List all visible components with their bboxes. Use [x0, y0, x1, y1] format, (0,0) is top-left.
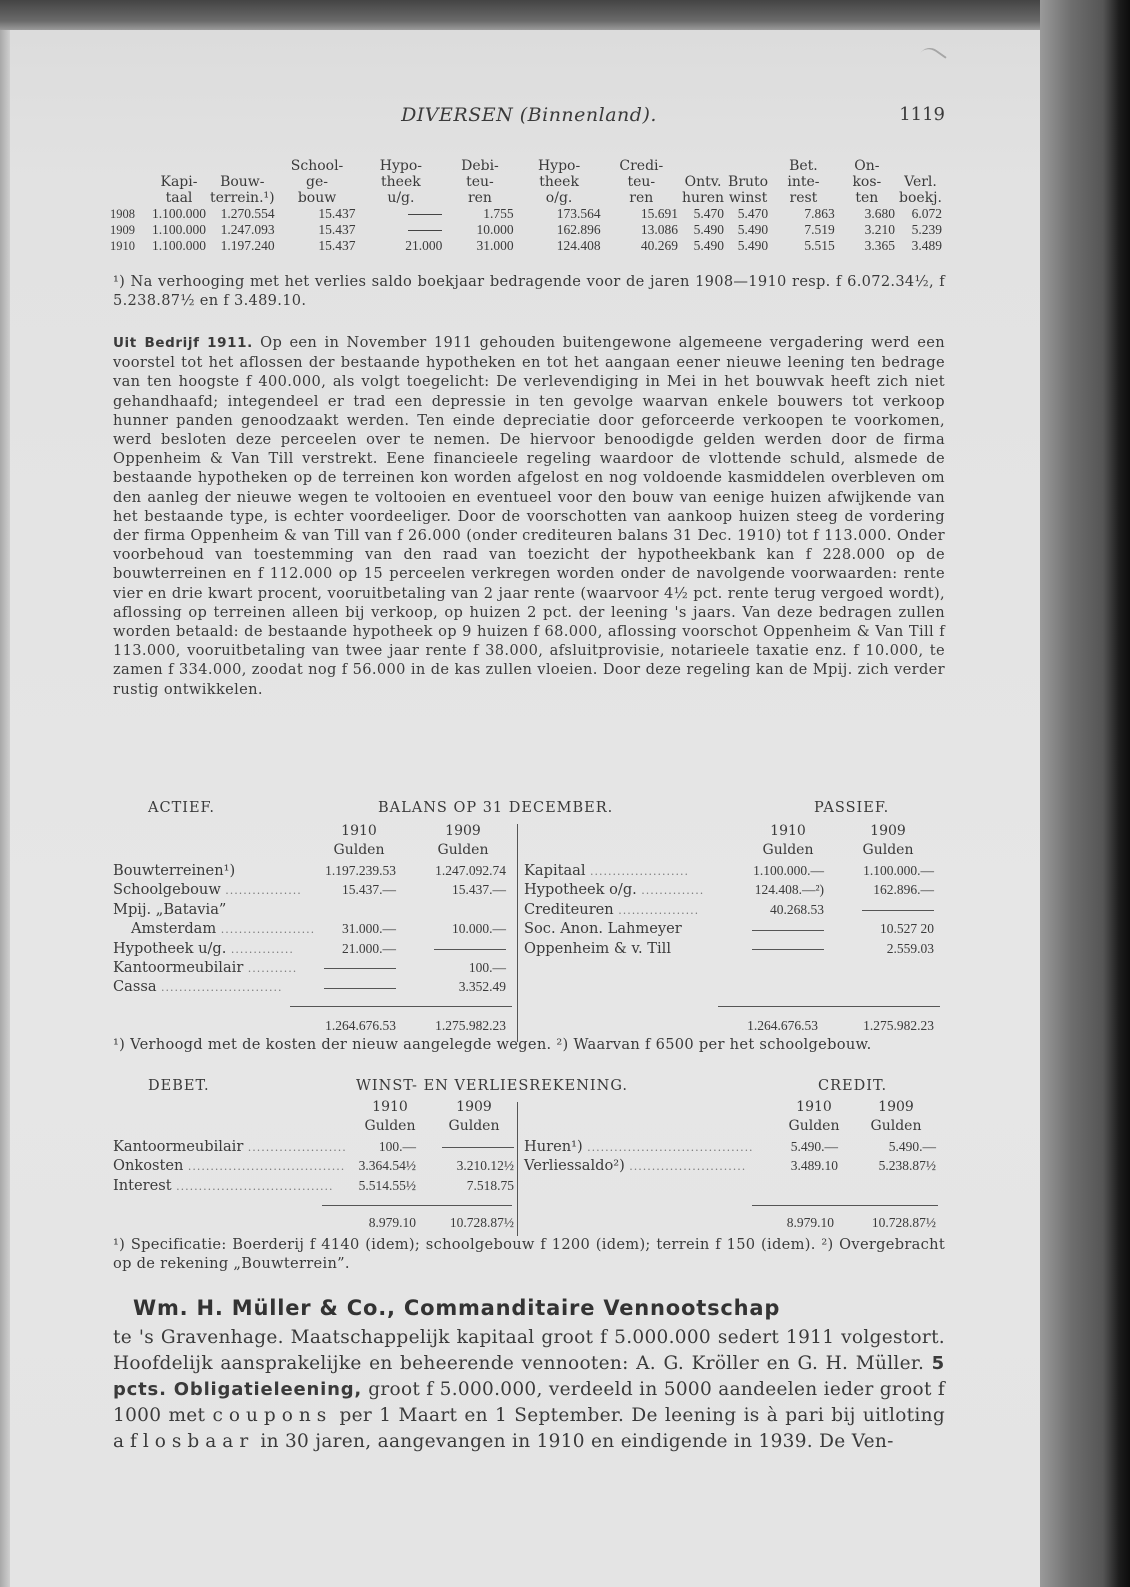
- table-cell: 5.490: [693, 238, 725, 253]
- ledger-value-1909: [400, 939, 506, 958]
- ledger-value-1909: 10.527 20: [880, 921, 934, 937]
- table-cell: 124.408: [556, 238, 601, 253]
- table-cell: 1.197.240: [220, 238, 275, 253]
- col-verl-boekj: Verl. boekj.: [899, 174, 942, 206]
- ledger-item-label: Kapitaal ......................: [524, 862, 689, 879]
- scan-top-edge: [0, 0, 1130, 30]
- ledger-value-1909: [822, 900, 934, 919]
- table-cell: 5.515: [804, 238, 835, 253]
- ledger-value-1910: 3.364.54½: [358, 1158, 416, 1174]
- table-cell: 1.270.554: [220, 206, 275, 221]
- ledger-value-1910: [712, 919, 824, 938]
- table-cell: 5.490: [737, 222, 769, 237]
- ledger-value-1910: 21.000.—: [342, 940, 396, 956]
- balance-title: BALANS OP 31 DECEMBER.: [378, 800, 614, 816]
- table-cell: 6.072: [911, 206, 942, 221]
- table-row: [108, 238, 944, 254]
- ledger-item-label: Kantoormeubilair ......................: [113, 1138, 347, 1155]
- page-title: DIVERSEN (Binnenland).: [401, 104, 657, 126]
- business-report-text: Op een in November 1911 gehouden buitengewone algemeene vergadering werd een voorstel tot het aflossen der bestaande hypotheken en tot het aangaan eener nieuwe leening ten bedrage van ten hoogste f 400.000, als volgt toegelicht: De verlevendiging in Mei in het bouwvak heeft zich niet gehandhaafd; integendeel er trad een depressie in ten gevolge waarvan enkele bouwers tot verkoop hunner panden genoodzaakt werden. Ten einde depreciatie door geforceerde verkoopen te voorkomen, werd besloten deze perceelen over te nemen. De hiervoor benoodigde gelden werden door de firma Oppenheim & Van Till verstrekt. Eene financieele regeling waardoor de vlottende schuld, alsmede de bestaande hypotheken op de terreinen kon worden afgelost en nog voldoende kasmiddelen overbleven om den aanleg der nieuwe wegen te voltooien en eventueel voor den bouw van eenige huizen afwijkende van het bestaande type, is echter voordeeliger. Door de voorschotten van aankoop huizen steeg de vordering der firma Oppenheim & van Till van f 26.000 (onder crediteuren balans 31 Dec. 1910) tot f 113.000. Onder voorbehoud van toestemming van den raad van toezicht der hypotheekbank kan f 228.000 op de bouwterreinen en f 112.000 op 15 perceelen verkregen worden onder de navolgende voorwaarden: rente vier en drie kwart procent, vooruitbetaling van 2 jaar rente (waarvoor 4½ pct. rente terug vergoed wordt), aflossing op terreinen alleen bij verkoop, op huizen 2 pct. der leening 's jaars. Van deze bedragen zullen worden betaald: de bestaande hypotheek op 9 huizen f 68.000, aflossing voorschot Oppenheim & Van Till f 113.000, vooruitbetaling van twee jaar rente f 38.000, afsluitprovisie, notarieele taxatie enz. f 10.000, te zamen f 334.000, zoodat nog f 56.000 in de kas zullen vloeien. Door deze regeling kan de Mpij. zich verder rustig ontwikkelen.: [113, 334, 945, 698]
- leader-dots: ...........................: [156, 981, 283, 995]
- ledger-value-1910: 40.268.53: [770, 901, 824, 917]
- pl-debet-label: DEBET.: [148, 1078, 210, 1094]
- ledger-item-label: Oppenheim & v. Till: [524, 939, 672, 957]
- col-schoolgebouw: School- ge- bouw: [290, 158, 344, 206]
- table-cell: 10.000: [476, 222, 514, 237]
- table-cell: 13.086: [640, 222, 679, 237]
- balance-liab-col-1909: 1909 Gulden: [862, 823, 914, 858]
- ledger-item-label: Crediteuren ..................: [524, 900, 700, 918]
- pl-credit-col-1909: 1909 Gulden: [870, 1099, 922, 1134]
- ledger-item-label: Amsterdam .....................: [131, 920, 316, 938]
- ledger-value-1909: 5.238.87½: [878, 1158, 936, 1174]
- ledger-value-1910: [290, 977, 396, 996]
- leader-dots: .....................................: [582, 1141, 754, 1154]
- ledger-value-1910: 124.408.—²): [754, 882, 824, 898]
- table-cell: 5.490: [693, 222, 725, 237]
- col-bruto-winst: Bruto winst: [728, 174, 769, 206]
- balance-assets-col-1910: 1910 Gulden: [333, 823, 385, 858]
- col-year: [108, 158, 150, 206]
- balance-footnote: ¹) Verhoogd met de kosten der nieuw aangelegde wegen. ²) Waarvan f 6500 per het schoolgebouw.: [113, 1036, 872, 1053]
- balance-passief-label: PASSIEF.: [814, 800, 890, 816]
- ledger-value-1909: 2.559.03: [886, 940, 934, 956]
- col-bet-interest: Bet. inte- rest: [787, 158, 820, 206]
- table-cell: 31.000: [476, 238, 514, 253]
- col-hypotheek-og: Hypo- theek o/g.: [537, 158, 581, 206]
- pl-title: WINST- EN VERLIESREKENING.: [356, 1078, 628, 1094]
- table-row: [108, 206, 944, 222]
- table-cell: 21.000: [405, 238, 443, 253]
- ledger-value-1909: 3.352.49: [458, 979, 506, 995]
- ledger-item-label: Hypotheek u/g. ..............: [113, 939, 294, 957]
- col-ontv-huren: Ontv. huren: [682, 174, 725, 206]
- table-cell: 173.564: [556, 206, 601, 221]
- leader-dots: ..................: [613, 903, 700, 917]
- bond-heading: 5 pcts. Obligatieleening,: [113, 1353, 945, 1400]
- table-cell: 1.100.000: [152, 206, 206, 221]
- table-cell: 5.470: [737, 206, 769, 221]
- business-report: [113, 333, 945, 699]
- ledger-value-1910: 100.—: [378, 1139, 416, 1154]
- leader-dots: ...................................: [183, 1160, 346, 1174]
- pl-debit-total-1910: 8.979.10: [368, 1215, 416, 1230]
- leader-dots: ..............: [226, 942, 294, 956]
- leader-dots: ......................: [585, 865, 689, 878]
- ledger-value-1909: 5.490.—: [888, 1139, 936, 1154]
- row-year: 1910: [110, 239, 135, 253]
- table-cell: 3.210: [864, 222, 895, 237]
- ledger-item-label: Interest ...................................: [113, 1176, 334, 1194]
- ledger-value-1909: 162.896.—: [873, 882, 934, 898]
- table-cell: 5.470: [693, 206, 725, 221]
- leader-dots: .................: [220, 884, 302, 898]
- ledger-value-1910: 5.514.55½: [358, 1177, 416, 1193]
- ledger-item-label: Huren¹) .....................................: [524, 1138, 754, 1155]
- table-cell: 1.247.093: [220, 222, 275, 237]
- pl-divider: [517, 1102, 518, 1236]
- leader-dots: ..............: [636, 884, 705, 898]
- ledger-value-1909: 15.437.—: [452, 882, 506, 898]
- ledger-value-1909: 1.247.092.74: [435, 863, 506, 878]
- pl-credit-col-1910: 1910 Gulden: [788, 1099, 840, 1134]
- ledger-item-label: Hypotheek o/g. ..............: [524, 881, 705, 899]
- table-cell: 1.755: [483, 206, 514, 221]
- business-report-heading: Uit Bedrijf 1911.: [113, 335, 253, 351]
- book-spine-edge: [1040, 0, 1130, 1587]
- ledger-value-1910: 15.437.—: [342, 882, 396, 898]
- ledger-item-label: Schoolgebouw .................: [113, 881, 302, 899]
- ledger-value-1909: 3.210.12½: [456, 1158, 514, 1174]
- col-debiteuren: Debi- teu- ren: [461, 158, 499, 206]
- table-cell: [357, 206, 444, 222]
- liab-total-rule: [718, 1006, 940, 1007]
- leader-dots: ..........................: [624, 1160, 747, 1174]
- balance-assets-col-1909: 1909 Gulden: [437, 823, 489, 858]
- ledger-item-label: Mpij. „Batavia”: [113, 900, 227, 918]
- ledger-value-1910: [712, 939, 824, 958]
- pl-credit-total-1910: 8.979.10: [786, 1215, 834, 1230]
- liab-total-1910: 1.264.676.53: [747, 1018, 818, 1033]
- leader-dots: ......................: [243, 1141, 347, 1154]
- table-header-row: [108, 158, 944, 206]
- ledger-item-label: Kantoormeubilair ...........: [113, 959, 298, 976]
- liab-total-1909: 1.275.982.23: [863, 1018, 934, 1033]
- table-cell: 7.863: [804, 206, 835, 221]
- table-cell: 3.680: [864, 206, 895, 221]
- table-cell: [357, 222, 444, 238]
- ledger-value-1909: 1.100.000.—: [863, 863, 934, 878]
- table-cell: 15.437: [318, 238, 356, 253]
- table-cell: 3.489: [911, 238, 942, 253]
- row-year: 1908: [110, 207, 135, 221]
- history-table: [108, 158, 944, 254]
- ledger-value-1909: 100.—: [468, 960, 506, 975]
- col-onkosten: On- kos- ten: [852, 158, 882, 206]
- ledger-value-1909: [420, 1137, 514, 1156]
- company-description: te 's Gravenhage. Maatschappelijk kapitaal groot f 5.000.000 sedert 1911 volgestort. Hoofdelijk aansprakelijke en beheerende vennooten: A. G. Kröller en G. H. Müller. 5 pcts. Obligatieleening, groot f 5.000.000, verdeeld in 5000 aandeelen ieder groot f 1000 met coupons per 1 Maart en 1 September. De leening is à pari bij uitloting aflosbaar in 30 jaren, aangevangen in 1910 en eindigende in 1939. De Ven-: [113, 1327, 946, 1452]
- scan-left-edge: [0, 30, 10, 1587]
- ledger-value-1910: 3.489.10: [790, 1158, 838, 1174]
- table-cell: 3.365: [864, 238, 895, 253]
- leader-dots: ...........: [243, 962, 298, 975]
- col-hypotheek-ug: Hypo- theek u/g.: [379, 158, 423, 206]
- ledger-item-label: Onkosten ...................................: [113, 1157, 346, 1175]
- pl-footnote: ¹) Specificatie: Boerderij f 4140 (idem); schoolgebouw f 1200 (idem); terrein f 150 (idem). ²) Overgebracht op de rekening „Bouwterrein”.: [113, 1236, 945, 1272]
- pl-debit-col-1909: 1909 Gulden: [448, 1099, 500, 1134]
- ledger-item-label: Soc. Anon. Lahmeyer: [524, 920, 682, 938]
- history-footnote: ¹) Na verhooging met het verlies saldo boekjaar bedragende voor de jaren 1908—1910 resp. f 6.072.34½, f 5.238.87½ en f 3.489.10.: [113, 273, 945, 309]
- page-number: 1119: [899, 104, 945, 125]
- balance-liab-col-1910: 1910 Gulden: [762, 823, 814, 858]
- table-cell: 5.239: [911, 222, 942, 237]
- ledger-item-label: Cassa ...........................: [113, 978, 283, 996]
- table-cell: 15.437: [318, 222, 356, 237]
- table-cell: 162.896: [556, 222, 601, 237]
- assets-total-1909: 1.275.982.23: [435, 1018, 506, 1033]
- ledger-value-1909: 10.000.—: [452, 921, 506, 937]
- pl-debit-total-1909: 10.728.87½: [449, 1215, 514, 1230]
- ledger-item-label: Bouwterreinen¹): [113, 862, 236, 879]
- running-header: [113, 104, 945, 130]
- leader-dots: ...................................: [171, 1179, 334, 1193]
- pl-credit-total-rule: [752, 1205, 938, 1206]
- assets-total-1910: 1.264.676.53: [325, 1018, 396, 1033]
- row-year: 1909: [110, 223, 135, 237]
- table-cell: 5.490: [737, 238, 769, 253]
- pl-debit-col-1910: 1910 Gulden: [364, 1099, 416, 1134]
- table-cell: 15.691: [640, 206, 679, 221]
- ledger-value-1909: 7.518.75: [466, 1177, 514, 1193]
- ledger-value-1910: [290, 958, 396, 977]
- col-bouwterrein: Bouw- terrein.¹): [210, 174, 275, 206]
- pl-debit-total-rule: [322, 1205, 512, 1206]
- ledger-value-1910: 31.000.—: [342, 921, 396, 937]
- ledger-item-label: Verliessaldo²) ..........................: [524, 1157, 747, 1175]
- leader-dots: .....................: [216, 923, 316, 937]
- ledger-value-1910: 5.490.—: [790, 1139, 838, 1154]
- col-crediteuren: Credi- teu- ren: [619, 158, 664, 206]
- balance-divider: [517, 824, 518, 1042]
- company-heading: Wm. H. Müller & Co., Commanditaire Vennootschap: [133, 1296, 781, 1320]
- table-cell: 1.100.000: [152, 222, 206, 237]
- assets-total-rule: [290, 1006, 512, 1007]
- pl-credit-total-1909: 10.728.87½: [871, 1215, 936, 1230]
- balance-actief-label: ACTIEF.: [148, 800, 215, 816]
- table-cell: 40.269: [640, 238, 679, 253]
- ledger-value-1910: 1.100.000.—: [753, 863, 824, 878]
- col-kapitaal: Kapi- taal: [160, 174, 198, 206]
- pl-credit-label: CREDIT.: [818, 1078, 888, 1094]
- table-cell: 1.100.000: [152, 238, 206, 253]
- table-row: [108, 222, 944, 238]
- ledger-value-1910: 1.197.239.53: [325, 863, 396, 878]
- table-cell: 15.437: [318, 206, 356, 221]
- table-cell: 7.519: [804, 222, 835, 237]
